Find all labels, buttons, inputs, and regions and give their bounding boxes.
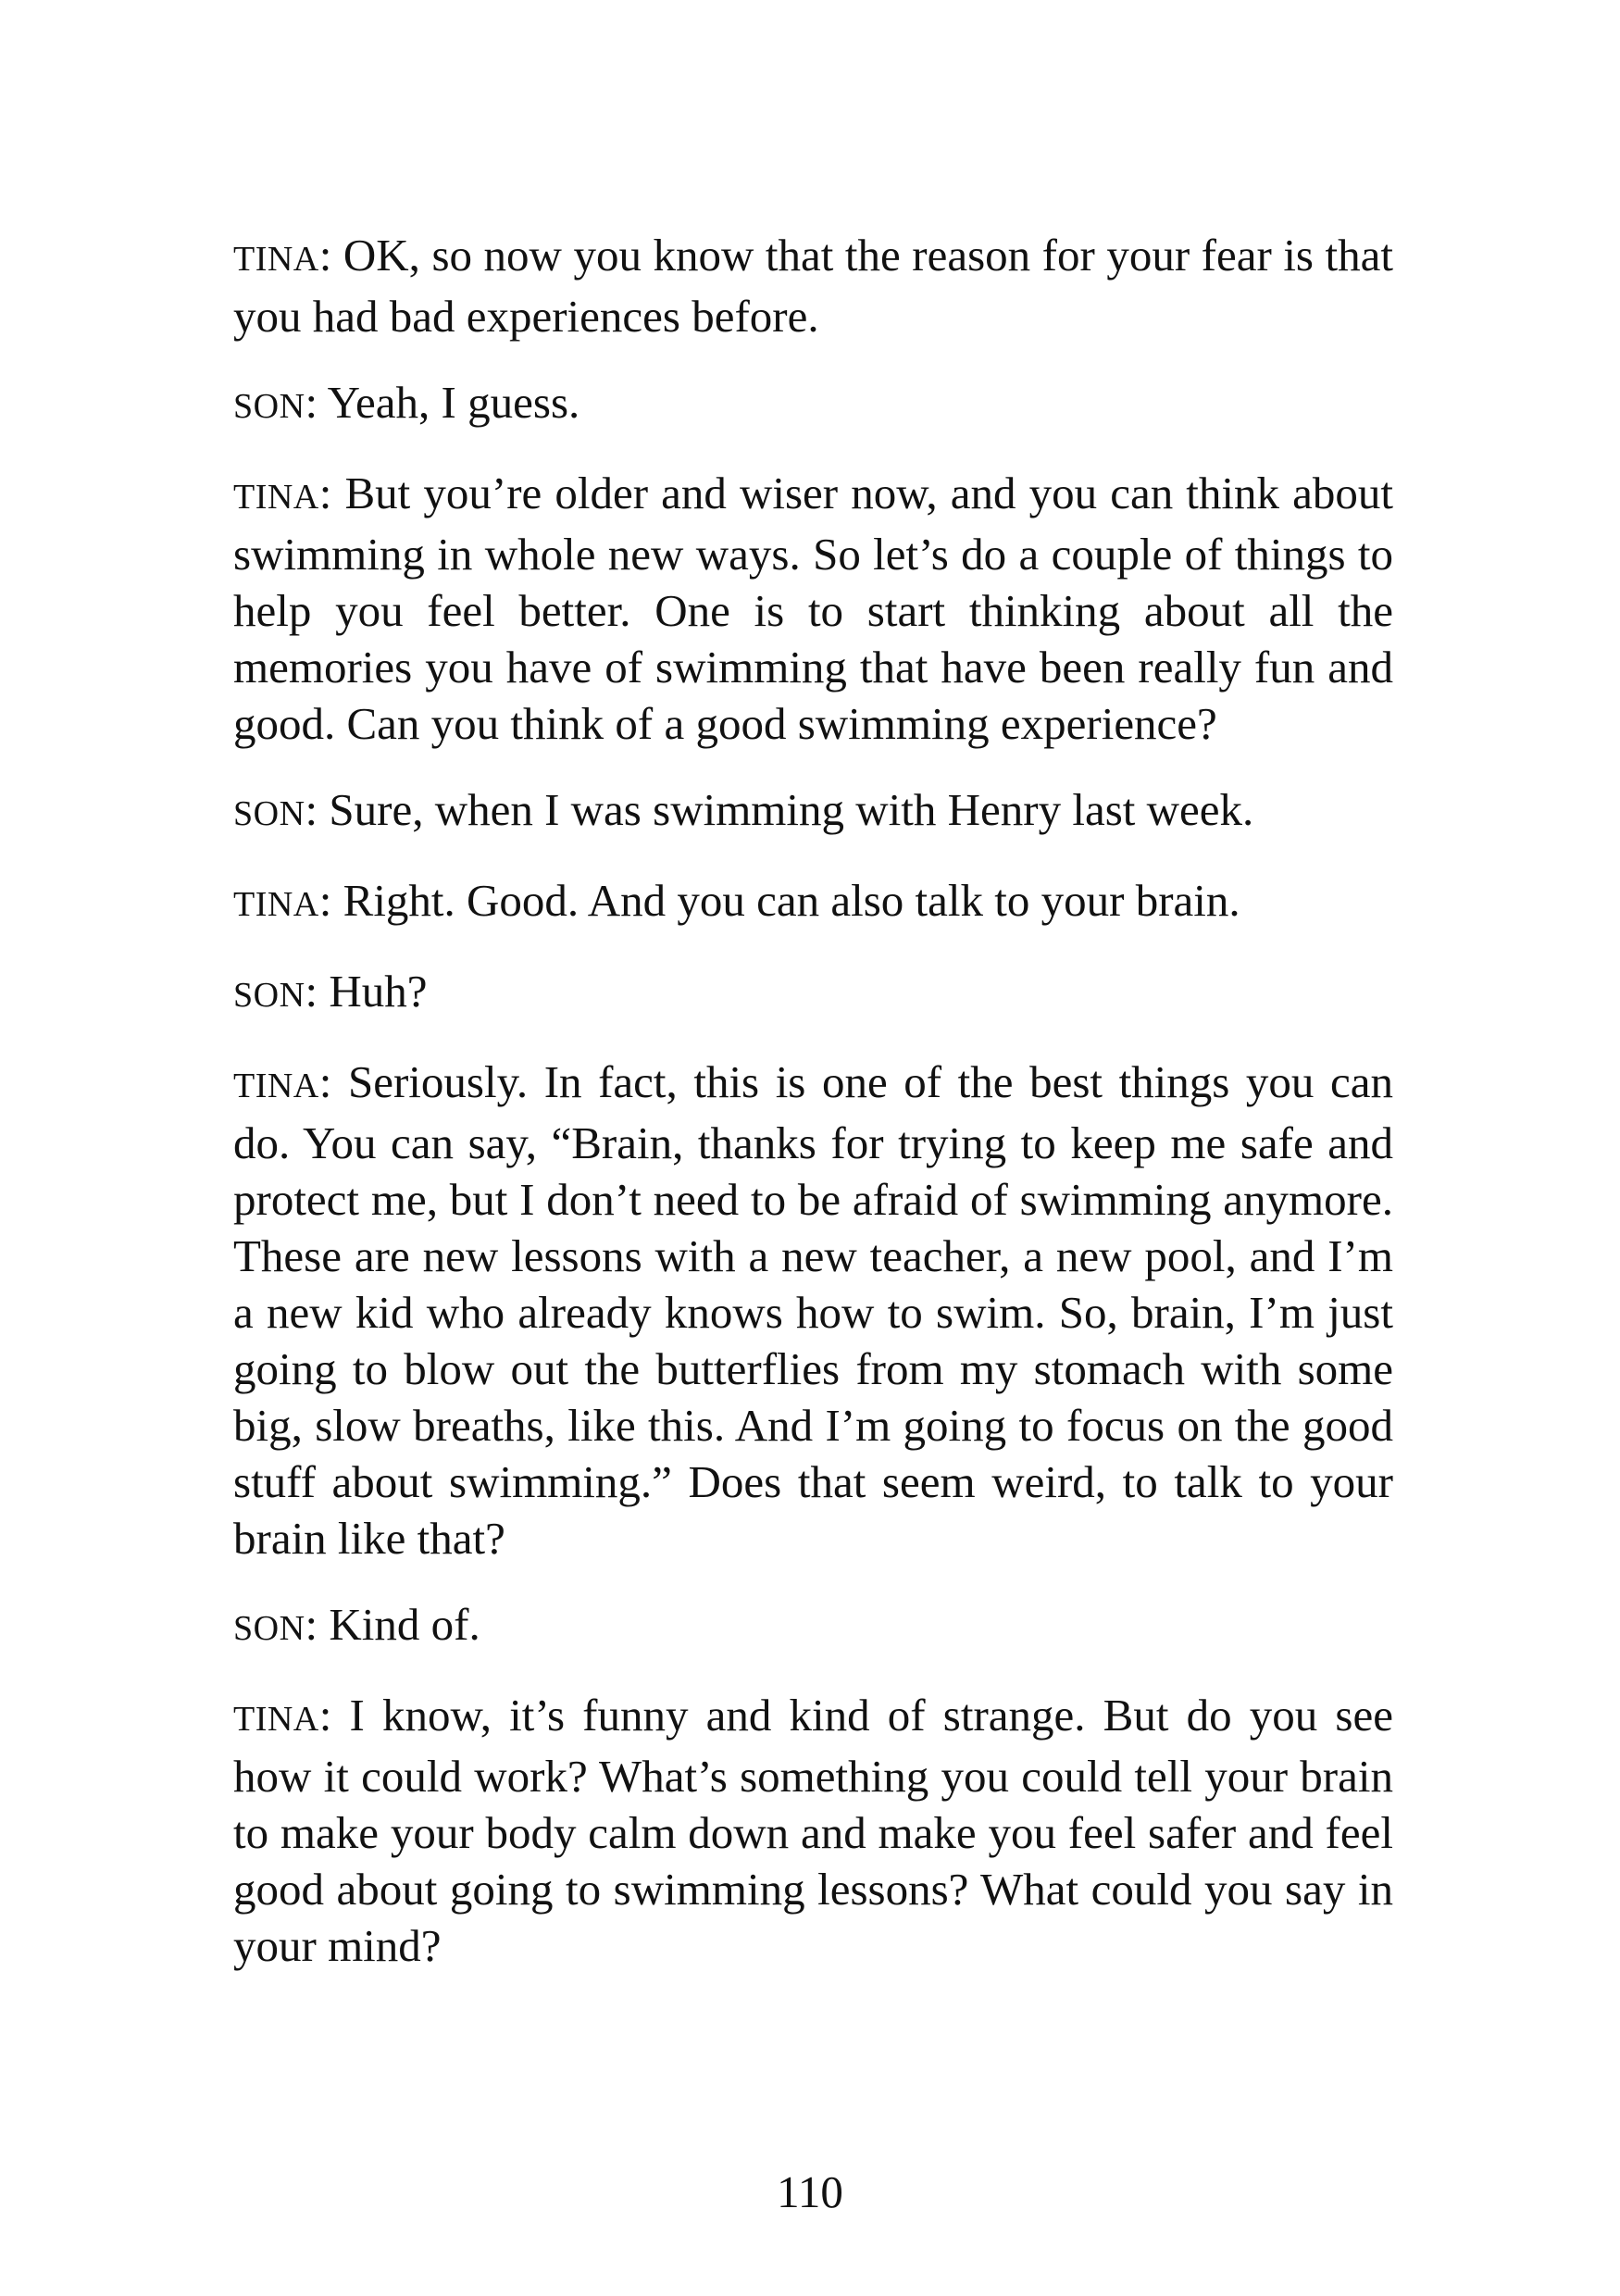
dialogue-paragraph: SON: Sure, when I was swimming with Henry last week. <box>233 784 1254 835</box>
page-number: 110 <box>777 2166 843 2217</box>
dialogue-line: OK, so now you know that the reason for your fear is that you had bad experiences before. <box>233 230 1393 342</box>
speaker-name: SON <box>233 1609 305 1648</box>
dialogue-paragraph: TINA: I know, it’s funny and kind of strange. But do you see how it could work? What’s something you could tell your brain to make your body calm down and make you feel safer and feel good about going to swimming lessons? What could you say in your mind? <box>233 1690 1393 1971</box>
speaker-name: TINA <box>233 1067 319 1105</box>
dialogue-paragraph: SON: Yeah, I guess. <box>233 377 580 428</box>
dialogue-line: Kind of. <box>329 1599 480 1650</box>
dialogue-line: Sure, when I was swimming with Henry last week. <box>329 784 1254 835</box>
dialogue-paragraph: SON: Kind of. <box>233 1599 480 1650</box>
dialogue-line: Yeah, I guess. <box>327 377 580 428</box>
speaker-name: SON <box>233 976 305 1015</box>
dialogue-paragraph: TINA: OK, so now you know that the reason for your fear is that you had bad experiences before. <box>233 230 1393 342</box>
speaker-name: TINA <box>233 478 319 517</box>
dialogue-line: Right. Good. And you can also talk to your brain. <box>343 875 1240 926</box>
speaker-name: SON <box>233 794 305 833</box>
dialogue-line: Seriously. In fact, this is one of the best things you can do. You can say, “Brain, thanks for trying to keep me safe and protect me, but I don’t need to be afraid of swimming anymore. These are new lessons with a new teacher, a new pool, and I’m a new kid who already knows how to swim. So, brain, I’m just going to blow out the butterflies from my stomach with some big, slow breaths, like this. And I’m going to focus on the good stuff about swimming.” Does that seem weird, to talk to your brain like that? <box>233 1056 1393 1564</box>
dialogue-paragraph: TINA: But you’re older and wiser now, and you can think about swimming in whole new ways. So let’s do a couple of things to help you feel better. One is to start thinking about all the memories you have of swimming that have been really fun and good. Can you think of a good swimming experience? <box>233 468 1393 749</box>
dialogue-line: I know, it’s funny and kind of strange. But do you see how it could work? What’s something you could tell your brain to make your body calm down and make you feel safer and feel good about going to swimming lessons? What could you say in your mind? <box>233 1690 1393 1971</box>
dialogue-paragraph: SON: Huh? <box>233 966 428 1017</box>
speaker-name: TINA <box>233 1700 319 1739</box>
dialogue-line: Huh? <box>329 966 428 1017</box>
dialogue-paragraph: TINA: Right. Good. And you can also talk to your brain. <box>233 875 1240 926</box>
dialogue-text <box>233 227 1393 2003</box>
speaker-name: TINA <box>233 240 319 279</box>
dialogue-line: But you’re older and wiser now, and you can think about swimming in whole new ways. So let’s do a couple of things to help you feel better. One is to start thinking about all the memories you have of swimming that have been really fun and good. Can you think of a good swimming experience? <box>233 468 1393 749</box>
speaker-name: SON <box>233 387 305 426</box>
dialogue-paragraph: TINA: Seriously. In fact, this is one of the best things you can do. You can say, “Brain, thanks for trying to keep me safe and protect me, but I don’t need to be afraid of swimming anymore. These are new lessons with a new teacher, a new pool, and I’m a new kid who already knows how to swim. So, brain, I’m just going to blow out the butterflies from my stomach with some big, slow breaths, like this. And I’m going to focus on the good stuff about swimming.” Does that seem weird, to talk to your brain like that? <box>233 1056 1393 1564</box>
speaker-name: TINA <box>233 885 319 924</box>
